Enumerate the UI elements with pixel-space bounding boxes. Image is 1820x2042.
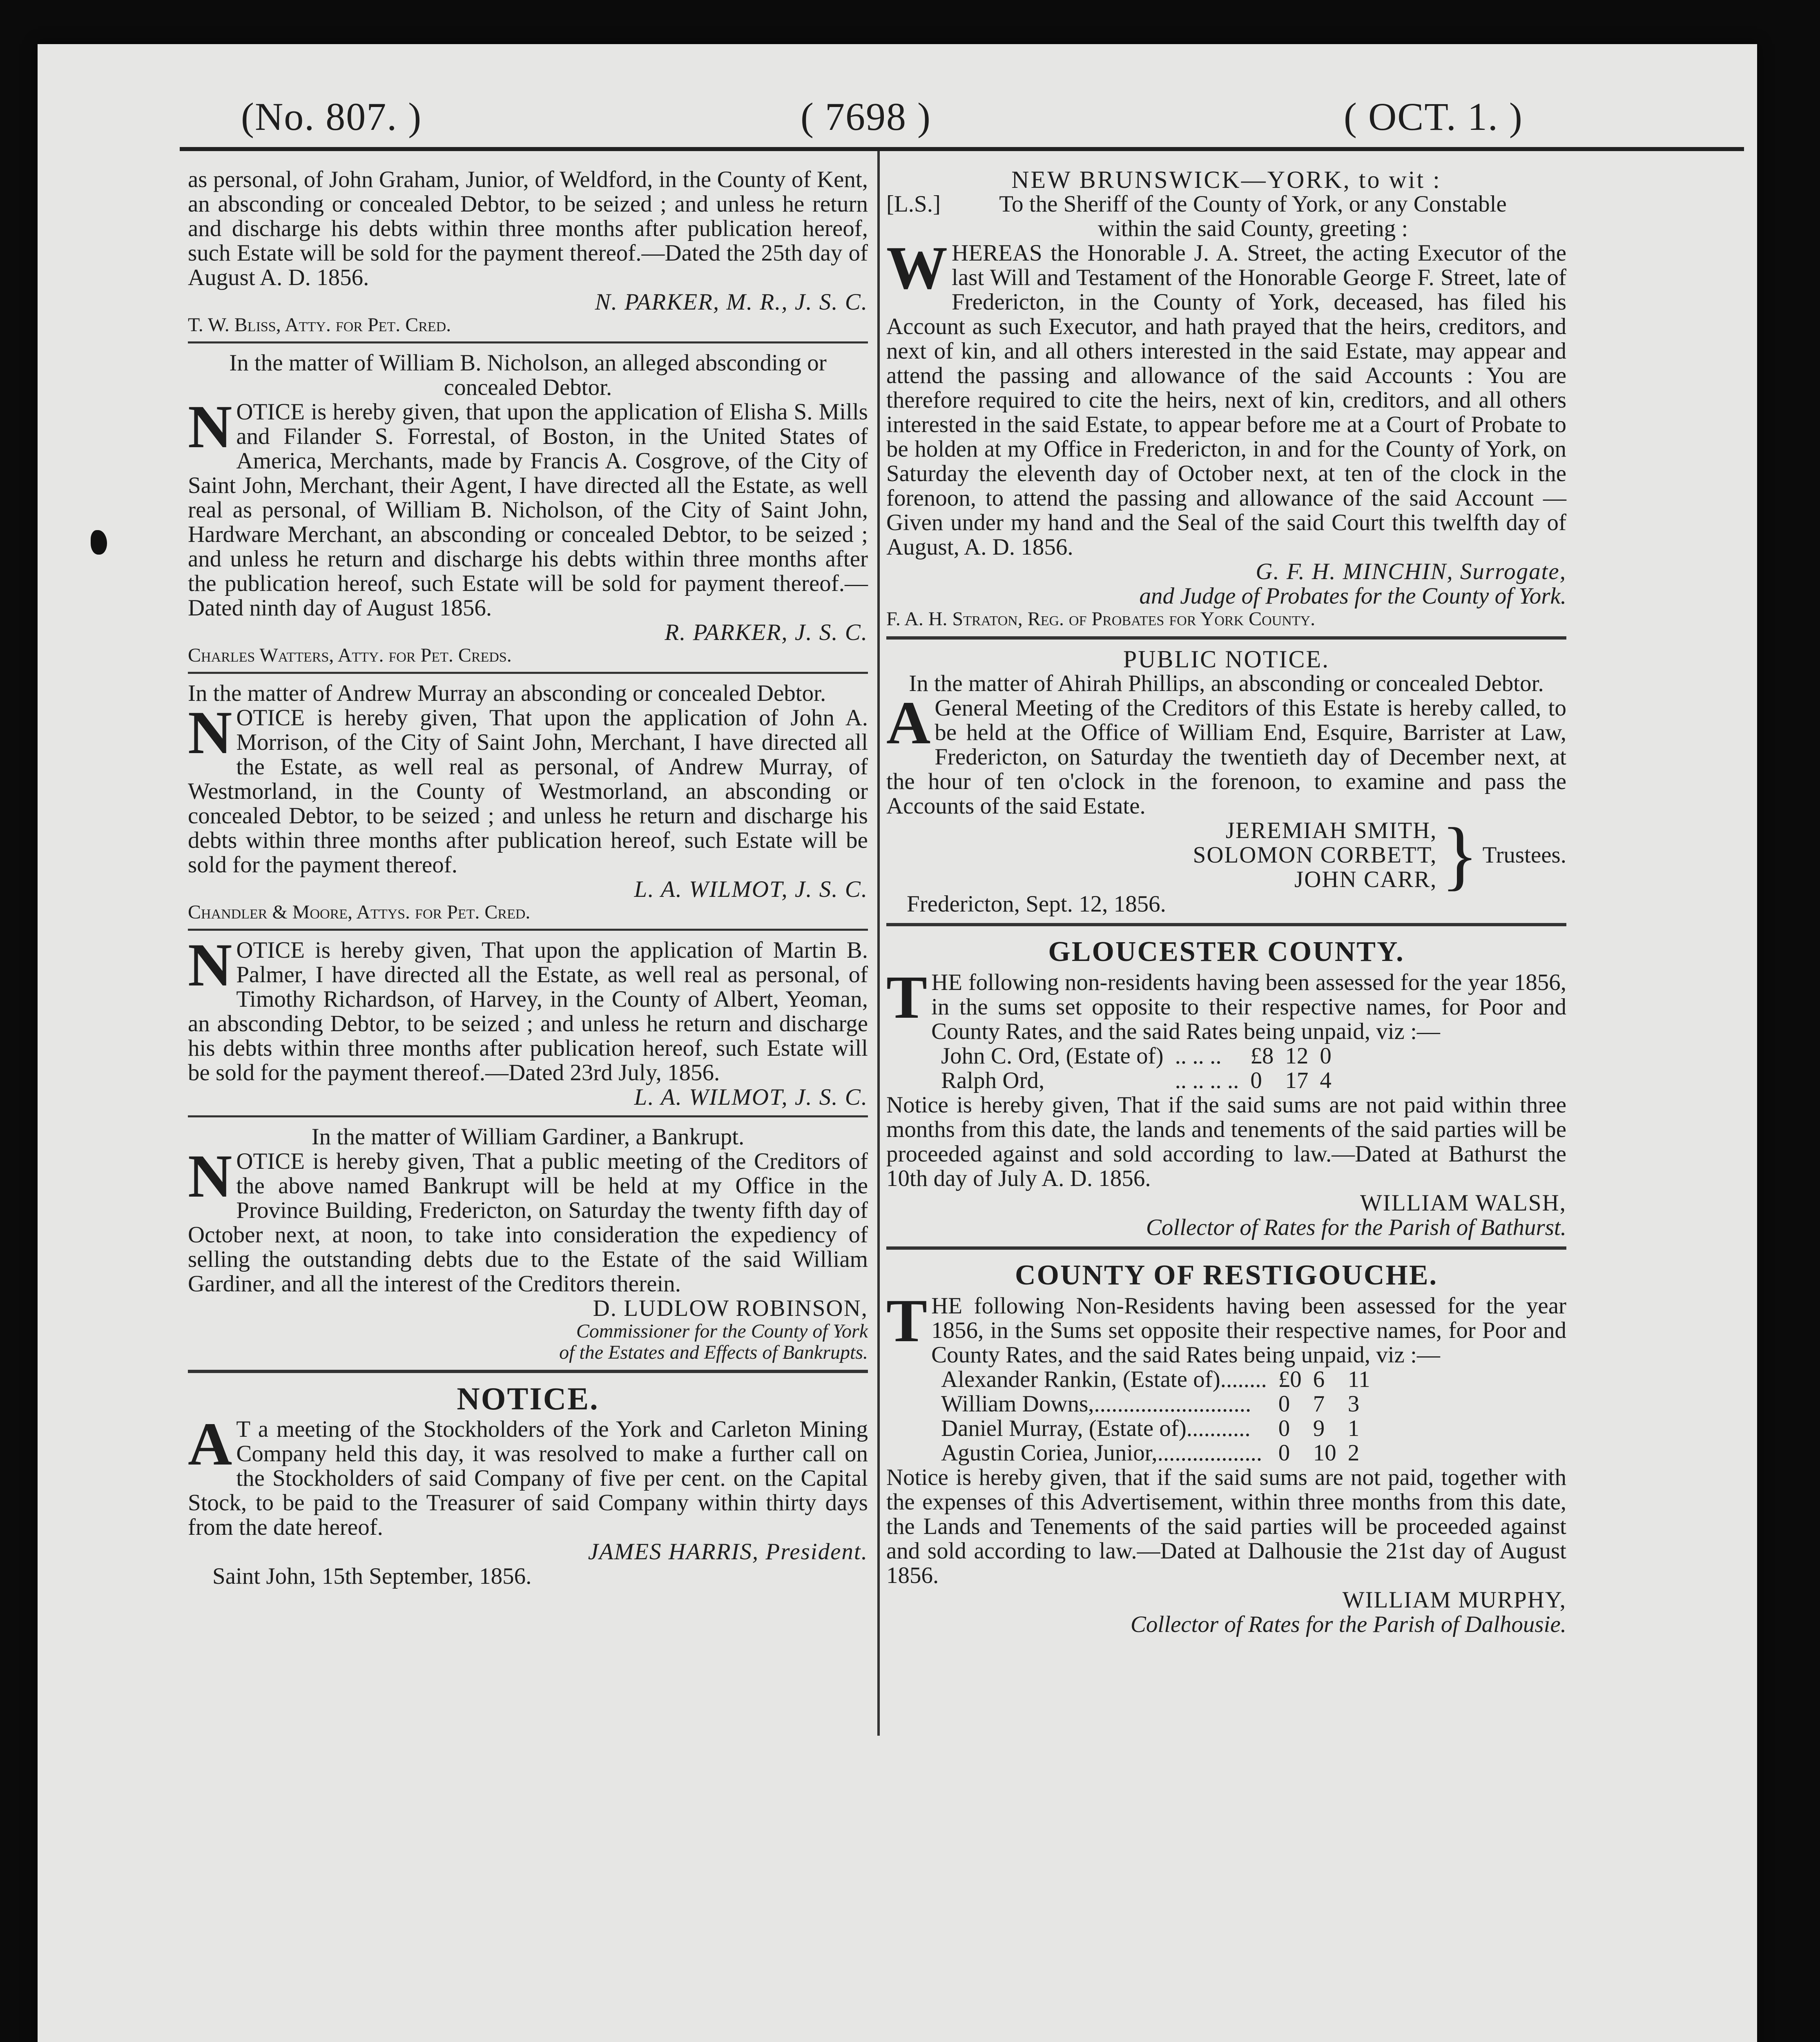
notice-text: Notice is hereby given, That if the said sums are not paid within three months from this date, the lands and tenements of the said parties will be proceeded against and sold according to law.—Dated at Bathurst the 10th day of July A. D. 1856. xyxy=(886,1092,1566,1191)
notice-body: A T a meeting of the Stockholders of the York and Carleton Mining Company held this day, it was resolved to make a further call on the Stockholders of said Company of five per cent. on the Capital Stock, to be paid to the Treasurer of said Company within thirty days from the date hereof. xyxy=(188,1410,868,1540)
pounds-cell: £8 xyxy=(1250,1043,1274,1069)
name-cell: Alexander Rankin, (Estate of)........ xyxy=(941,1367,1267,1392)
trustee-name: JOHN CARR, xyxy=(1294,867,1437,892)
notice-body: WHEREAS the Honorable J. A. Street, the acting Executor of the last Will and Testament of the Honorable George F. Street, late of Fredericton, in the County of York, deceased, has filed his Account as such Executor, and hath prayed that the heirs, creditors, and next of kin, and all others interested in the said Estate, may appear and attend the passing and allowance of the said Accounts : You are therefore required to cite the heirs, next of kin, creditors, and all others interested in the said Estate, to appear before me at a Court of Probate to be holden at my Office in Fredericton, in and for the County of York, on Saturday the eleventh day of October next, at ten of the clock in the forenoon, to attend the passing and allowance of the said Account — Given under my hand and the Seal of the said Court this twelfth day of August, A. D. 1856. xyxy=(886,234,1566,560)
header-rule xyxy=(180,147,1744,151)
table-row xyxy=(935,1367,1376,1392)
drop-cap: N xyxy=(188,931,232,999)
notice-title: PUBLIC NOTICE. xyxy=(1123,646,1330,673)
address: within the said County, greeting : xyxy=(1097,216,1408,241)
notice-title: COUNTY OF RESTIGOUCHE. xyxy=(1015,1260,1438,1291)
office-title: Commissioner for the County of York xyxy=(576,1320,868,1342)
pounds-cell: 0 xyxy=(1278,1391,1290,1417)
divider xyxy=(188,1370,868,1373)
pence-cell: 4 xyxy=(1320,1068,1332,1093)
name-cell: Daniel Murray, (Estate of)........... xyxy=(941,1416,1251,1441)
leader-dots: .. .. .. xyxy=(1175,1043,1222,1069)
notice-body: NOTICE is hereby given, That a public meeting of the Creditors of the above named Bankrupt will be held at my Office in the Province Building, Fredericton, on Saturday the twenty fifth day of October next, at noon, to take into consideration the expediency of selling the outstanding debts due to the Estate of the said William Gardiner, and all the interest of the Creditors therein. xyxy=(188,1142,868,1297)
notice-gloucester xyxy=(886,934,1566,1240)
pounds-cell: 0 xyxy=(1278,1416,1290,1441)
leader-dots: .. .. .. .. xyxy=(1175,1068,1239,1093)
name-cell: Agustin Coriea, Junior,.................. xyxy=(941,1440,1262,1466)
divider xyxy=(188,672,868,674)
notice-phillips xyxy=(886,647,1566,916)
trustees-label: Trustees. xyxy=(1482,842,1566,868)
shillings-cell: 7 xyxy=(1313,1391,1325,1417)
shillings-cell: 17 xyxy=(1285,1068,1309,1093)
signature: WILLIAM MURPHY, xyxy=(1342,1587,1566,1613)
column-divider xyxy=(877,151,880,1736)
divider xyxy=(886,636,1566,640)
table-row xyxy=(935,1441,1376,1465)
left-column xyxy=(188,167,868,1589)
right-column xyxy=(886,167,1566,1637)
notice-text: Notice is hereby given, that if the said sums are not paid, together with the expenses of this Advertisement, within three months from this date, the Lands and Tenements of the said parties will be proceeded against and sold according to law.—Dated at Dalhousie the 21st day of August 1856. xyxy=(886,1465,1566,1588)
notice-title: NEW BRUNSWICK—YORK, to wit : xyxy=(1011,166,1441,193)
drop-cap: T xyxy=(886,963,928,1031)
registrar: F. A. H. Straton, Reg. of Probates for York County. xyxy=(886,608,1316,630)
drop-cap: T xyxy=(886,1287,928,1355)
office-title: Collector of Rates for the Parish of Bathurst. xyxy=(1146,1215,1566,1240)
matter-heading: In the matter of William B. Nicholson, an alleged absconding or concealed Debtor. xyxy=(229,350,827,400)
notice-richardson xyxy=(188,931,868,1110)
attorney: Chandler & Moore, Attys. for Pet. Cred. xyxy=(188,901,531,923)
notice-nicholson xyxy=(188,351,868,666)
table-row xyxy=(935,1068,1337,1093)
signature: L. A. WILMOT, J. S. C. xyxy=(634,1084,868,1110)
attorney: T. W. Bliss, Atty. for Pet. Cred. xyxy=(188,314,451,336)
assessment-table xyxy=(935,1044,1337,1093)
trustees-block xyxy=(886,812,1566,898)
notice-restigouche xyxy=(886,1257,1566,1637)
divider xyxy=(886,1246,1566,1250)
notice-body: as personal, of John Graham, Junior, of Weldford, in the County of Kent, an absconding or concealed Debtor, to be seized ; and unless he return and discharge his debts within three months after publication hereof, such Estate will be sold for the payment thereof.—Dated the 25th day of August A. D. 1856. xyxy=(188,167,868,290)
notice-title: NOTICE. xyxy=(457,1381,599,1416)
divider xyxy=(188,1115,868,1117)
notice-murray xyxy=(188,681,868,923)
matter-heading: In the matter of Andrew Murray an absconding or concealed Debtor. xyxy=(188,680,826,706)
issue-number: (No. 807. ) xyxy=(241,95,422,138)
shillings-cell: 12 xyxy=(1285,1043,1309,1069)
divider xyxy=(188,929,868,931)
pence-cell: 2 xyxy=(1347,1440,1360,1466)
office-title: Collector of Rates for the Parish of Dalhousie. xyxy=(1130,1612,1566,1637)
drop-cap: N xyxy=(188,393,232,461)
signature: L. A. WILMOT, J. S. C. xyxy=(634,876,868,902)
notice-body: THE following Non-Residents having been assessed for the year 1856, in the Sums set opposite their respective names, for Poor and County Rates, and the said Rates being unpaid, viz :— xyxy=(886,1287,1566,1368)
notice-body: NOTICE is hereby given, that upon the application of Elisha S. Mills and Filander S. Forrestal, of Boston, in the United States of America, Merchants, made by Francis A. Cosgrove, of the City of Saint John, Merchant, their Agent, I have directed all the Estate, as well real as personal, of William B. Nicholson, of the City of Saint John, Hardware Merchant, an absconding or concealed Debtor, to be seized ; and unless he return and discharge his debts within three months after the publication hereof, such Estate will be sold for payment thereof.—Dated ninth day of August 1856. xyxy=(188,393,868,621)
shillings-cell: 9 xyxy=(1313,1416,1325,1441)
pounds-cell: £0 xyxy=(1278,1367,1302,1392)
signature: R. PARKER, J. S. C. xyxy=(665,620,868,645)
pence-cell: 3 xyxy=(1347,1391,1360,1417)
trustee-name: JEREMIAH SMITH, xyxy=(1225,818,1437,843)
notice-body: A General Meeting of the Creditors of this Estate is hereby called, to be held at the Office of William End, Esquire, Barrister at Law, Fredericton, on Saturday the twentieth day of December next, at the hour of ten o'clock in the forenoon, to examine and pass the Accounts of the said Estate. xyxy=(886,689,1566,819)
name-cell: John C. Ord, (Estate of) xyxy=(941,1043,1164,1069)
signature: WILLIAM WALSH, xyxy=(1360,1190,1566,1216)
ink-blot xyxy=(91,530,107,555)
brace-glyph: } xyxy=(1441,812,1479,898)
office-title: of the Estates and Effects of Bankrupts. xyxy=(559,1342,868,1363)
assessment-table xyxy=(935,1367,1376,1465)
name-cell: William Downs,........................... xyxy=(941,1391,1251,1417)
trustee-name: SOLOMON CORBETT, xyxy=(1193,842,1437,868)
signature: D. LUDLOW ROBINSON, xyxy=(593,1295,868,1321)
signature: N. PARKER, M. R., J. S. C. xyxy=(595,289,868,315)
pence-cell: 11 xyxy=(1347,1367,1370,1392)
shillings-cell: 10 xyxy=(1313,1440,1336,1466)
shillings-cell: 6 xyxy=(1313,1367,1325,1392)
table-row xyxy=(935,1392,1376,1416)
address: To the Sheriff of the County of York, or any Constable xyxy=(999,191,1507,217)
divider xyxy=(188,341,868,343)
drop-cap: A xyxy=(886,689,931,757)
drop-cap: W xyxy=(886,234,948,302)
notice-graham xyxy=(188,167,868,336)
attorney: Charles Watters, Atty. for Pet. Creds. xyxy=(188,644,512,666)
issue-date: ( OCT. 1. ) xyxy=(1344,95,1523,138)
name-cell: Ralph Ord, xyxy=(941,1068,1045,1093)
matter-heading: In the matter of Ahirah Phillips, an absconding or concealed Debtor. xyxy=(909,671,1544,696)
pounds-cell: 0 xyxy=(1278,1440,1290,1466)
notice-body: NOTICE is hereby given, That upon the application of Martin B. Palmer, I have directed all the Estate, as well real as personal, of Timothy Richardson, of Harvey, in the County of Albert, Yeoman, an absconding Debtor, to be seized ; and unless he return and discharge his debts within three months after publication hereof, such Estate will be sold for the payment thereof.—Dated 23rd July, 1856. xyxy=(188,931,868,1086)
drop-cap: A xyxy=(188,1410,232,1478)
notice-gardiner xyxy=(188,1125,868,1363)
pounds-cell: 0 xyxy=(1250,1068,1262,1093)
notice-body: NOTICE is hereby given, That upon the application of John A. Morrison, of the City of Saint John, Merchant, I have directed all the Estate, as well real as personal, of Andrew Murray, of Westmorland, in the County of Westmorland, an absconding or concealed Debtor, to be seized ; and unless he return and discharge his debts within three months after publication hereof, such Estate will be sold for the payment thereof. xyxy=(188,699,868,878)
pence-cell: 1 xyxy=(1347,1416,1360,1441)
notice-stockholders xyxy=(188,1380,868,1589)
signature: G. F. H. MINCHIN, Surrogate, xyxy=(1256,559,1566,584)
table-row xyxy=(935,1044,1337,1068)
drop-cap: N xyxy=(188,1142,232,1210)
divider xyxy=(886,923,1566,926)
page-number: ( 7698 ) xyxy=(801,95,931,138)
notice-body: THE following non-residents having been assessed for the year 1856, in the sums set opposite to their respective names, for Poor and County Rates, and the said Rates being unpaid, viz :— xyxy=(886,963,1566,1044)
signature: JAMES HARRIS, President. xyxy=(588,1539,868,1565)
drop-cap: N xyxy=(188,699,232,767)
matter-heading: In the matter of William Gardiner, a Bankrupt. xyxy=(311,1124,745,1150)
place-date: Saint John, 15th September, 1856. xyxy=(212,1563,532,1589)
seal-mark: [L.S.] xyxy=(886,191,941,217)
place-date: Fredericton, Sept. 12, 1856. xyxy=(907,891,1166,917)
table-row xyxy=(935,1416,1376,1441)
pence-cell: 0 xyxy=(1320,1043,1332,1069)
notice-title: GLOUCESTER COUNTY. xyxy=(1048,936,1405,967)
office-title: and Judge of Probates for the County of York. xyxy=(1139,583,1566,609)
notice-probate xyxy=(886,167,1566,630)
